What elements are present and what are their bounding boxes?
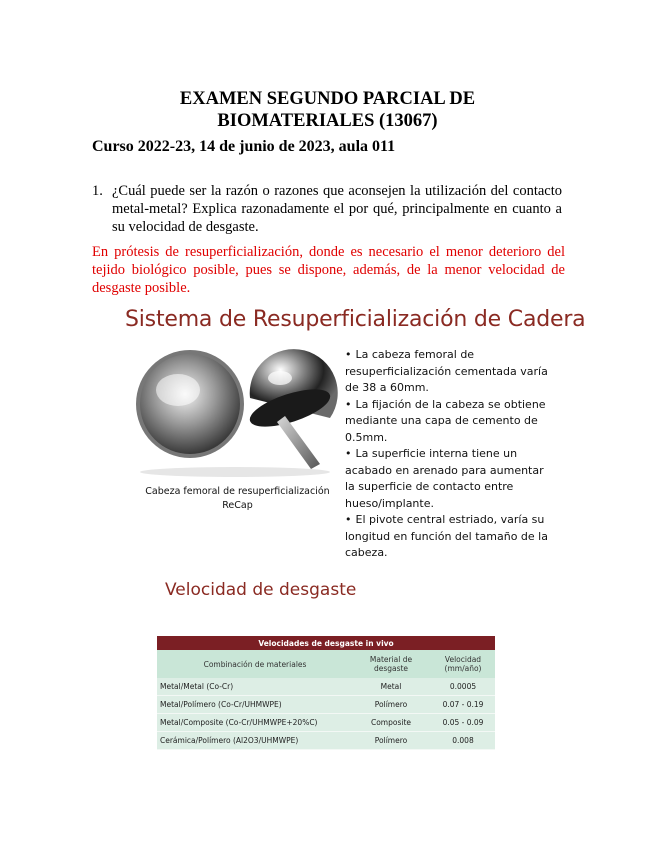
hip-resurfacing-image bbox=[130, 338, 340, 478]
caption-line-2: ReCap bbox=[222, 500, 253, 511]
table-row bbox=[157, 678, 495, 696]
table-cell: 0.07 - 0.19 bbox=[431, 696, 495, 714]
cup-shape bbox=[140, 354, 240, 454]
question-number: 1. bbox=[92, 183, 103, 199]
table-header-rate: Velocidad (mm/año) bbox=[431, 650, 495, 678]
table-cell: Polímero bbox=[351, 696, 431, 714]
table-cell: Metal/Polímero (Co-Cr/UHMWPE) bbox=[157, 696, 351, 714]
bullet-item: • La fijación de la cabeza se obtiene mediante una capa de cemento de 0.5mm. bbox=[345, 397, 555, 447]
image-caption bbox=[135, 485, 340, 513]
table-header-materials: Combinación de materiales bbox=[157, 650, 351, 678]
table-cell: 0.008 bbox=[431, 732, 495, 750]
table-row bbox=[157, 732, 495, 750]
table-cell: 0.05 - 0.09 bbox=[431, 714, 495, 732]
bullet-item: • El pivote central estriado, varía su longitud en función del tamaño de la cabeza. bbox=[345, 512, 555, 562]
table-cell: Metal bbox=[351, 678, 431, 696]
table-header-wear-material: Material de desgaste bbox=[351, 650, 431, 678]
wear-rate-table bbox=[157, 636, 495, 750]
table-cell: 0.0005 bbox=[431, 678, 495, 696]
table-cell: Metal/Metal (Co-Cr) bbox=[157, 678, 351, 696]
slide-1-title: Sistema de Resuperficialización de Cadera bbox=[125, 307, 586, 332]
course-info: Curso 2022-23, 14 de junio de 2023, aula 011 bbox=[92, 138, 396, 155]
table-cell: Composite bbox=[351, 714, 431, 732]
exam-title bbox=[0, 88, 655, 132]
question-text: ¿Cuál puede ser la razón o razones que aconsejen la utilización del contacto metal-metal? Explica razonadamente el por qué, principalmente en cuanto a su velocidad de desgaste. bbox=[112, 183, 562, 235]
table-row bbox=[157, 696, 495, 714]
table-cell: Polímero bbox=[351, 732, 431, 750]
exam-title-line-1: EXAMEN SEGUNDO PARCIAL DE bbox=[179, 89, 476, 109]
answer-text: En prótesis de resuperficialización, donde es necesario el menor deterioro del tejido biológico posible, pues se dispone, además, de la menor velocidad de desgaste posible. bbox=[92, 244, 565, 296]
table-caption: Velocidades de desgaste in vivo bbox=[157, 636, 495, 650]
central-pin-shape bbox=[277, 416, 320, 469]
question-1 bbox=[92, 182, 562, 236]
table-row bbox=[157, 714, 495, 732]
table-cell: Metal/Composite (Co-Cr/UHMWPE+20%C) bbox=[157, 714, 351, 732]
bullet-item: • La superficie interna tiene un acabado en arenado para aumentar la superficie de contacto entre hueso/implante. bbox=[345, 446, 555, 512]
slide-2-title: Velocidad de desgaste bbox=[165, 580, 357, 600]
caption-line-1: Cabeza femoral de resuperficialización bbox=[145, 486, 330, 497]
bullet-item: • La cabeza femoral de resuperficialización cementada varía de 38 a 60mm. bbox=[345, 347, 555, 397]
exam-title-line-2: BIOMATERIALES (13067) bbox=[217, 111, 438, 131]
feature-bullet-list bbox=[345, 347, 555, 562]
table-cell: Cerámica/Polímero (Al2O3/UHMWPE) bbox=[157, 732, 351, 750]
